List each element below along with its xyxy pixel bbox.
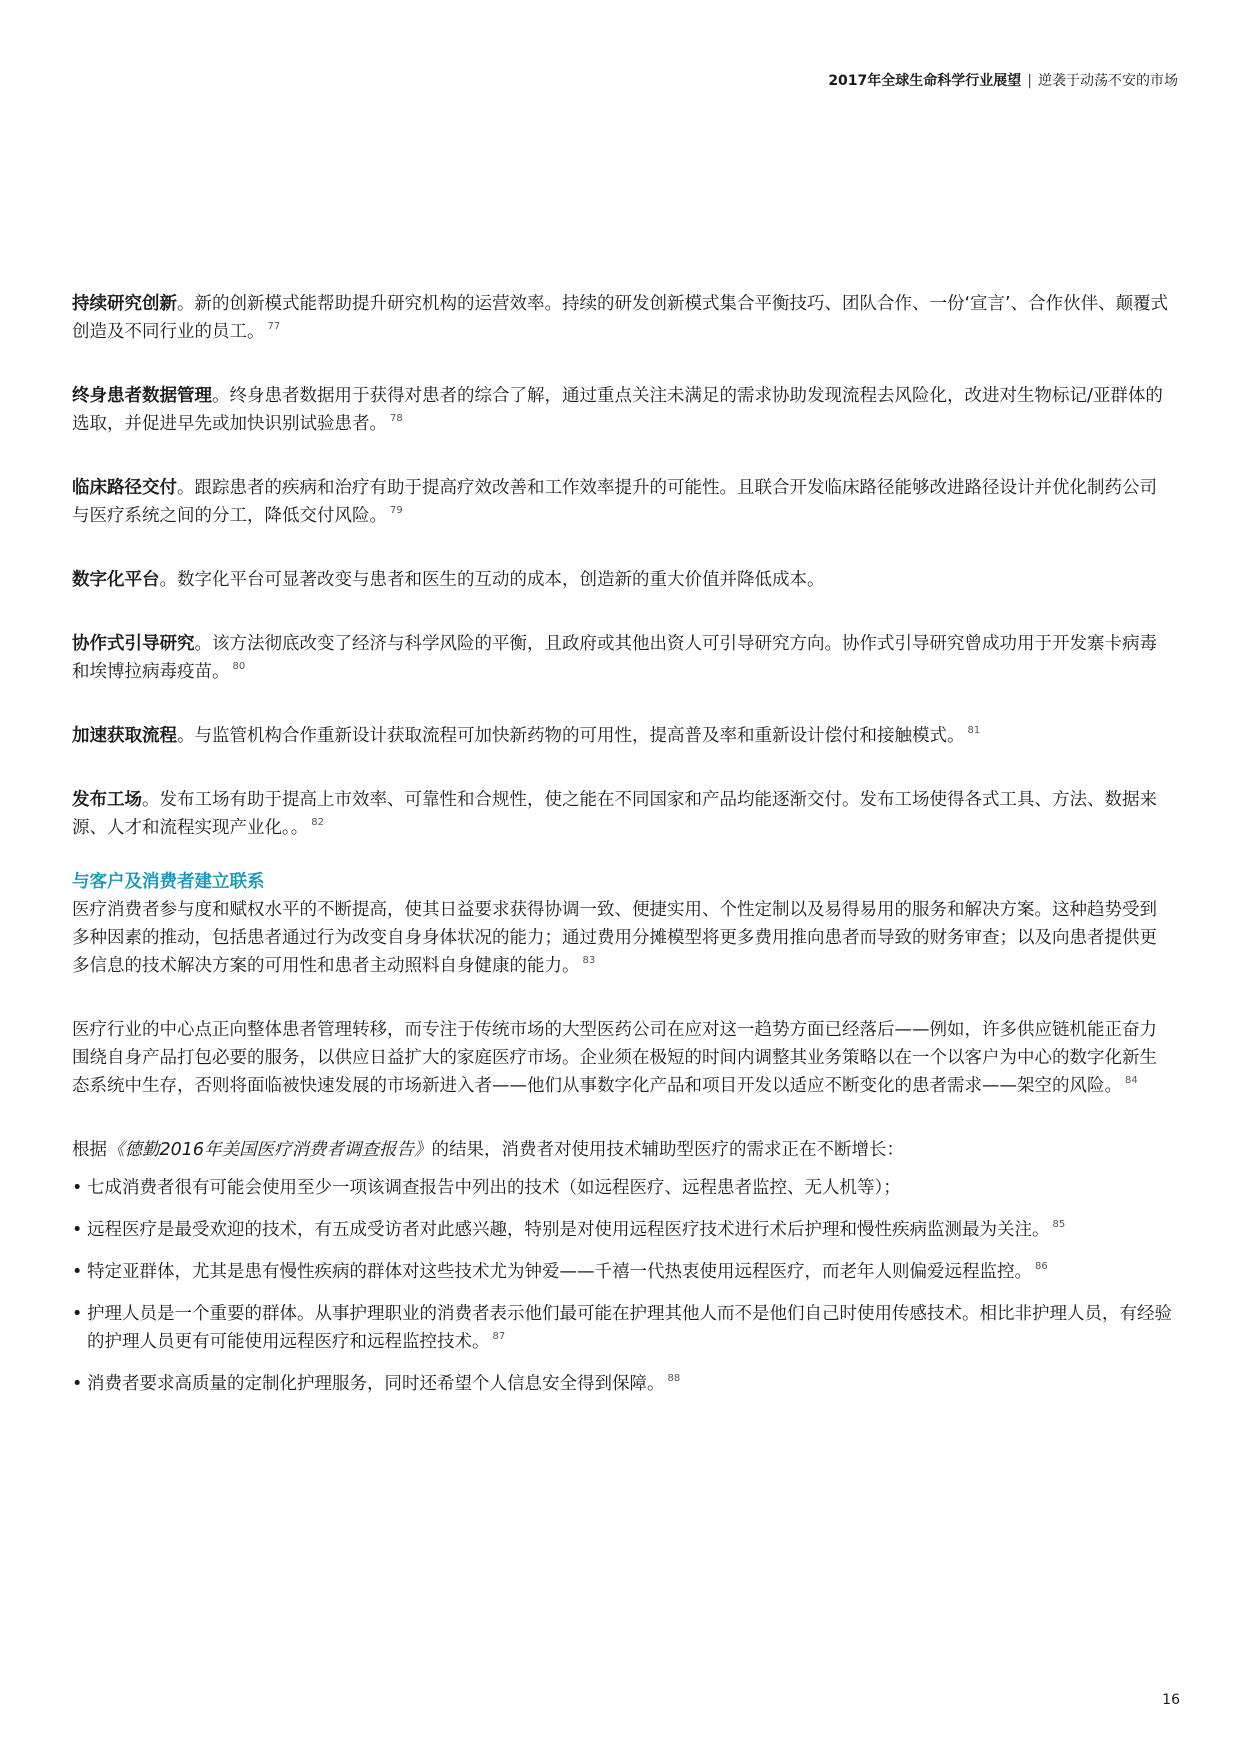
bullet-icon: • bbox=[72, 1304, 83, 1324]
survey-lead bbox=[72, 1136, 1172, 1164]
term: 持续研究创新 bbox=[72, 294, 177, 314]
section-paragraph-2 bbox=[72, 1016, 1172, 1100]
section-heading: 与客户及消费者建立联系 bbox=[72, 872, 265, 892]
report-title: 2017年全球生命科学行业展望 bbox=[828, 73, 1022, 89]
footnote-ref: 78 bbox=[390, 413, 403, 424]
term: 加速获取流程 bbox=[72, 726, 177, 746]
paragraph-text: 医疗行业的中心点正向整体患者管理转移，而专注于传统市场的大型医药公司在应对这一趋势方面已经落后——例如，许多供应链机能正奋力围绕自身产品打包必要的服务，以供应日益扩大的家庭医疗市场。企业须在极短的时间内调整其业务策略以在一个以客户为中心的数字化新生态系统中生存，否则将面临被快速发展的市场新进入者——他们从事数字化产品和项目开发以适应不断变化的患者需求——架空的风险。 bbox=[72, 1020, 1157, 1096]
term: 数字化平台 bbox=[72, 570, 160, 590]
term: 终身患者数据管理 bbox=[72, 386, 212, 406]
paragraph-text: 。该方法彻底改变了经济与科学风险的平衡，且政府或其他出资人可引导研究方向。协作式引导研究曾成功用于开发寨卡病毒和埃博拉病毒疫苗。 bbox=[72, 634, 1157, 682]
footnote-ref: 82 bbox=[311, 817, 324, 828]
bullet-icon: • bbox=[72, 1374, 83, 1394]
list-item-text: 护理人员是一个重要的群体。从事护理职业的消费者表示他们最可能在护理其他人而不是他们自己时使用传感技术。相比非护理人员，有经验的护理人员更有可能使用远程医疗和远程监控技术。 bbox=[87, 1304, 1172, 1352]
paragraph-text: 。发布工场有助于提高上市效率、可靠性和合规性，使之能在不同国家和产品均能逐渐交付。发布工场使得各式工具、方法、数据来源、人才和流程实现产业化。。 bbox=[72, 790, 1157, 838]
bullet-icon: • bbox=[72, 1220, 83, 1240]
paragraph-text: 。终身患者数据用于获得对患者的综合了解，通过重点关注未满足的需求协助发现流程去风险化，改进对生物标记/亚群体的选取，并促进早先或加快识别试验患者。 bbox=[72, 386, 1163, 434]
page-header bbox=[828, 70, 1178, 90]
lead-text-before: 根据 bbox=[72, 1140, 107, 1160]
bullet-icon: • bbox=[72, 1178, 83, 1198]
report-subtitle: 逆袭于动荡不安的市场 bbox=[1038, 73, 1178, 89]
list-item bbox=[72, 1258, 1172, 1286]
term: 发布工场 bbox=[72, 790, 142, 810]
list-item-text: 七成消费者很有可能会使用至少一项该调查报告中列出的技术（如远程医疗、远程患者监控、无人机等）； bbox=[87, 1178, 901, 1198]
paragraph-patient-data bbox=[72, 382, 1172, 438]
footnote-ref: 80 bbox=[232, 661, 246, 672]
bullet-icon: • bbox=[72, 1262, 83, 1282]
list-item-text: 远程医疗是最受欢迎的技术，有五成受访者对此感兴趣，特别是对使用远程医疗技术进行术后护理和慢性疾病监测最为关注。 bbox=[87, 1220, 1050, 1240]
list-item bbox=[72, 1216, 1172, 1244]
paragraph-text: 。数字化平台可显著改变与患者和医生的互动的成本，创造新的重大价值并降低成本。 bbox=[159, 570, 825, 590]
paragraph-text: 。与监管机构合作重新设计获取流程可加快新药物的可用性，提高普及率和重新设计偿付和接触模式。 bbox=[177, 726, 965, 746]
list-item bbox=[72, 1370, 1172, 1398]
list-item bbox=[72, 1174, 1172, 1202]
term: 协作式引导研究 bbox=[72, 634, 195, 654]
list-item bbox=[72, 1300, 1172, 1356]
footnote-ref: 79 bbox=[390, 505, 403, 516]
page-number: 16 bbox=[1162, 1692, 1180, 1708]
paragraph-research-innovation bbox=[72, 290, 1172, 346]
footnote-ref: 86 bbox=[1035, 1261, 1048, 1272]
header-separator: | bbox=[1027, 73, 1032, 89]
survey-report-title: 《德勤2016年美国医疗消费者调查报告》 bbox=[107, 1140, 432, 1160]
paragraph-collaborative-research bbox=[72, 630, 1172, 686]
footnote-ref: 88 bbox=[667, 1373, 681, 1384]
footnote-ref: 85 bbox=[1052, 1219, 1066, 1230]
paragraph-text: 医疗消费者参与度和赋权水平的不断提高，使其日益要求获得协调一致、便捷实用、个性定制以及易得易用的服务和解决方案。这种趋势受到多种因素的推动，包括患者通过行为改变自身身体状况的能力；通过费用分摊模型将更多费用推向患者而导致的财务审查；以及向患者提供更多信息的技术解决方案的可用性和患者主动照料自身健康的能力。 bbox=[72, 900, 1157, 976]
list-item-text: 特定亚群体，尤其是患有慢性疾病的群体对这些技术尤为钟爱——千禧一代热衷使用远程医疗，而老年人则偏爱远程监控。 bbox=[87, 1262, 1032, 1282]
section-paragraph-1 bbox=[72, 896, 1172, 980]
term: 临床路径交付 bbox=[72, 478, 177, 498]
footnote-ref: 77 bbox=[267, 321, 281, 332]
footnote-ref: 87 bbox=[492, 1331, 506, 1342]
list-item-text: 消费者要求高质量的定制化护理服务，同时还希望个人信息安全得到保障。 bbox=[87, 1374, 665, 1394]
footnote-ref: 81 bbox=[967, 725, 981, 736]
paragraph-text: 。新的创新模式能帮助提升研究机构的运营效率。持续的研发创新模式集合平衡技巧、团队合作、一份‘宣言’、合作伙伴、颠覆式创造及不同行业的员工。 bbox=[72, 294, 1169, 342]
paragraph-accelerated-access bbox=[72, 722, 1172, 750]
main-content bbox=[72, 290, 1172, 1412]
paragraph-clinical-pathway bbox=[72, 474, 1172, 530]
lead-text-after: 的结果，消费者对使用技术辅助型医疗的需求正在不断增长： bbox=[431, 1140, 905, 1160]
footnote-ref: 84 bbox=[1125, 1075, 1138, 1086]
paragraph-launch-factory bbox=[72, 786, 1172, 842]
paragraph-text: 。跟踪患者的疾病和治疗有助于提高疗效改善和工作效率提升的可能性。且联合开发临床路径能够改进路径设计并优化制药公司与医疗系统之间的分工，降低交付风险。 bbox=[72, 478, 1157, 526]
footnote-ref: 83 bbox=[582, 955, 596, 966]
paragraph-digital-platform bbox=[72, 566, 1172, 594]
survey-findings-list bbox=[72, 1174, 1172, 1398]
